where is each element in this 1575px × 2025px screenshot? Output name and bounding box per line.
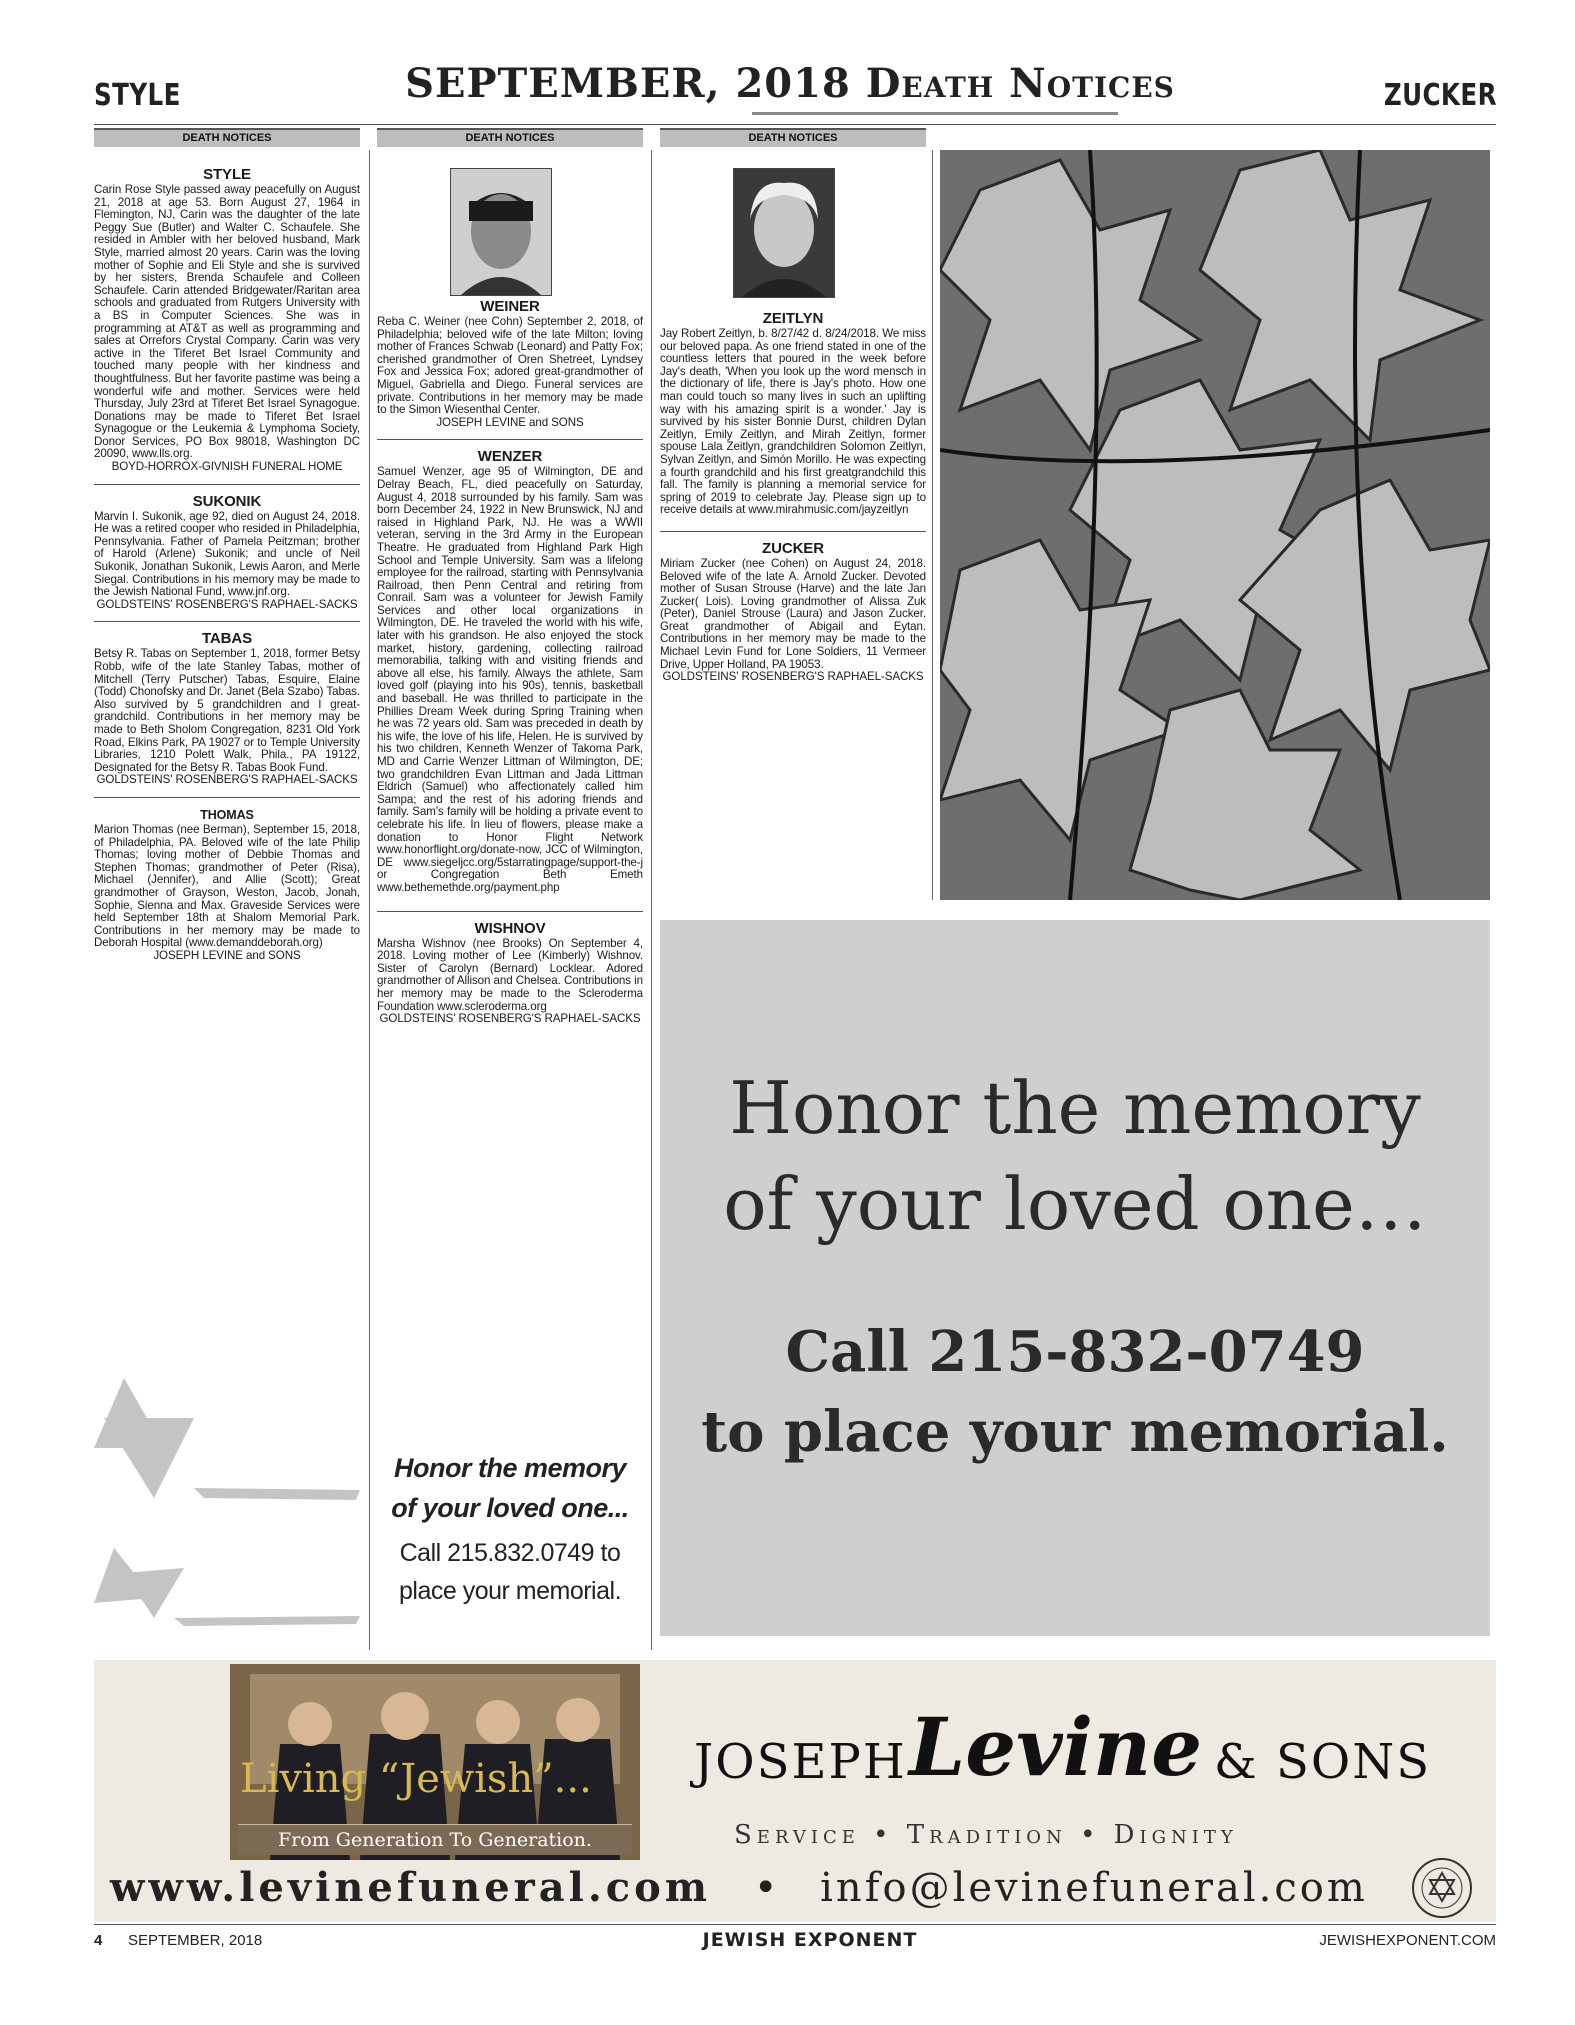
divider <box>94 797 360 798</box>
page-title <box>380 60 1200 107</box>
big-ad-line3: Call 215-832-0749 <box>785 1319 1365 1385</box>
notice-zeitlyn <box>660 310 926 517</box>
column-rule-1 <box>369 150 370 1650</box>
contact-bullet: • <box>753 1865 778 1911</box>
column-3 <box>660 310 926 684</box>
page-title-date: SEPTEMBER, 2018 <box>405 60 866 107</box>
star-bar <box>194 1488 360 1500</box>
column-1 <box>94 166 360 962</box>
divider <box>94 621 360 622</box>
notice-wenzer <box>377 448 643 894</box>
notice-style <box>94 166 360 474</box>
notice-name: WISHNOV <box>474 919 546 937</box>
funeral-home: JOSEPH LEVINE and SONS <box>436 415 584 429</box>
notice-weiner <box>377 298 643 429</box>
small-ad-line4: place your memorial. <box>398 1577 622 1605</box>
header-rule <box>94 124 1496 125</box>
header-left-name: STYLE <box>94 78 181 113</box>
funeral-home: GOLDSTEINS' ROSENBERG'S RAPHAEL-SACKS <box>662 670 924 684</box>
publication-site[interactable]: JEWISHEXPONENT.COM <box>1319 1932 1496 1949</box>
column-head-3: DEATH NOTICES <box>660 128 926 147</box>
notice-name: ZUCKER <box>762 539 824 557</box>
footer-date: SEPTEMBER, 2018 <box>128 1932 263 1949</box>
brand-sons: & SONS <box>1214 1734 1432 1790</box>
notice-sukonik <box>94 493 360 612</box>
notice-text: Marsha Wishnov (nee Brooks) On September 4, 2018. Loving mother of Lee (Kimberly) Wishnov. Sister of Carolyn (Bernard) Locklear. Adored grandmother of Allison and Chelsea. Contributions in her memory may be made to the Scleroderma Foundation www.scleroderma.org <box>377 936 643 1013</box>
notice-text: Marvin I. Sukonik, age 92, died on August 24, 2018. He was a retired cooper who resided in Philadelphia, Pennsylvania. Father of Pamela Peitzman; brother of Harold (Arlene) Sukonik; and uncle of Neil Sukonik, Jonathan Sukonik, Lewis Aaron, and Merle Siegal. Contributions in his memory may be made to the Jewish National Fund, www.jnf.org. <box>94 509 360 599</box>
small-ad-line2: of your loved one... <box>391 1493 629 1523</box>
page-title-section: Death Notices <box>865 60 1175 107</box>
large-memorial-ad <box>660 920 1490 1636</box>
divider <box>377 439 643 440</box>
levine-slogan-2: From Generation To Generation. <box>238 1824 632 1855</box>
notice-text: Jay Robert Zeitlyn, b. 8/27/42 d. 8/24/2018. We miss our beloved papa. As one friend stated in one of the countless letters that poured in the week before Jay's death, 'When you look up the word mensch in the dictionary of life, there is Jay's photo. How one man could touch so many lives in such an uplifting way with his amazing spirit is a wonder.' Jay is survived by his sister Bonnie Durst, children Dylan Zeitlyn, Emily Zeitlyn, and Mirah Zeitlyn, former spouse Lala Zeitlyn, grandchildren Solomon Zeitlyn, Sylvan Zeitlyn, and Simón Morillo. He was expecting a fourth grandchild and his first greatgrandchild this fall. The family is planning a memorial service for spring of 2019 to celebrate Jay. Please sign up to receive details at www.mirahmusic.com/jayzeitlyn <box>660 327 926 517</box>
divider <box>660 531 926 532</box>
notice-name: WENZER <box>477 448 543 466</box>
weiner-photo <box>450 168 552 296</box>
big-ad-line4: to place your memorial. <box>701 1399 1449 1465</box>
page-number: 4 <box>94 1932 103 1949</box>
levine-slogan-1: Living “Jewish”... <box>240 1756 592 1802</box>
footer-rule <box>94 1924 1496 1925</box>
maple-leaves-photo <box>940 150 1490 900</box>
notice-name: TABAS <box>201 630 253 648</box>
levine-family-photo <box>230 1664 640 1860</box>
notice-text: Samuel Wenzer, age 95 of Wilmington, DE and Delray Beach, FL, died peacefully on Saturday, August 4, 2018 surrounded by his family. Sam was born December 24, 1922 in New Brunswick, NJ and raised in Highland Park, NJ. He was a WWII veteran, serving in the 3rd Army in the European Theatre. He graduated from Highland Park High School and Temple University. Sam was a lifelong employee for the railroad, starting with Pennsylvania Railroad, then Penn Central and retiring from Conrail. Sam was a volunteer for Jewish Family Services and other local organizations in Wilmington, DE. He traveled the world with his wife, later with his grandson. He also enjoyed the stock market, history, gardening, collecting railroad memorabilia, talking with and visiting friends and above all else, his family. Always the athlete, Sam loved golf (playing into his 90s), tennis, basketball and baseball. He was thrilled to participate in the Phillies Dream Week during Spring Training when he was 72 years old. Sam was preceded in death by his wife, the love of his life, Helen. He is survived by his two children, Kenneth Wenzer of Takoma Park, MD and Carrie Wenzer Littman of Wilmington, DE; two grandchildren Evan Littman and Jada Littman Eldrich (Samuel) who affectionately called him Sampa; and the rest of his adoring friends and family. Sam's family will be holding a private event to celebrate his life. In lieu of flowers, please make a donation to Honor Flight Network www.honorflight.org/donate-now, JCC of Wilmington, DE www.siegeljcc.org/5starratingpage/support-the-j or Congregation Beth Emeth www.bethemethde.org/payment.php <box>377 465 643 894</box>
column-rule-2 <box>651 150 652 1650</box>
small-memorial-ad <box>377 1448 643 1610</box>
levine-website[interactable]: www.levinefuneral.com <box>110 1864 712 1911</box>
small-ad-line1: Honor the memory <box>393 1453 627 1483</box>
column-2 <box>377 298 643 1026</box>
column-head-1: DEATH NOTICES <box>94 128 360 147</box>
small-ad-line3: Call 215.832.0749 to <box>399 1539 621 1567</box>
notice-text: Miriam Zucker (nee Cohen) on August 24, 2018. Beloved wife of the late A. Arnold Zucker. Devoted mother of Susan Strouse (Harve) and the late Jan Zucker( Lois). Loving grandmother of Alissa Zuk (Peter), Daniel Strouse (Laura) and Jason Zucker. Great grandmother of Abigail and Eytan. Contributions in her memory may be made to the Michael Levin Fund for Lone Soldiers, 11 Vermeer Drive, Upper Holland, PA 19053. <box>660 556 926 671</box>
star-bar-2 <box>174 1616 360 1626</box>
notice-name: ZEITLYN <box>762 310 824 327</box>
divider <box>94 484 360 485</box>
brand-levine-script: Levine <box>909 1700 1203 1794</box>
notice-text: Reba C. Weiner (nee Cohn) September 2, 2018, of Philadelphia; beloved wife of the late Milton; loving mother of Frances Schwab (Leonard) and Patty Fox; cherished grandmother of Oren Shetreet, Lyndsey Fox and Jessica Fox; adored great-grandmother of Miguel, Gabriella and Diego. Funeral services are private. Contributions in her memory may be made to the Simon Wiesenthal Center. <box>377 315 643 417</box>
levine-brand <box>694 1700 1454 1826</box>
levine-tagline: Service • Tradition • Dignity <box>734 1820 1238 1850</box>
column-rule-3 <box>932 150 933 900</box>
levine-email[interactable]: info@levinefuneral.com <box>820 1865 1368 1911</box>
title-underline <box>752 112 1118 115</box>
column-head-2: DEATH NOTICES <box>377 128 643 147</box>
funeral-home: GOLDSTEINS' ROSENBERG'S RAPHAEL-SACKS <box>96 773 358 787</box>
divider <box>377 911 643 912</box>
big-ad-line1: Honor the memory <box>729 1066 1421 1150</box>
notice-wishnov <box>377 920 643 1026</box>
star-of-david-decoration <box>94 1378 360 1638</box>
star-triangle-down <box>104 1418 194 1498</box>
funeral-home: JOSEPH LEVINE and SONS <box>153 948 301 962</box>
funeral-association-seal-icon <box>1410 1856 1474 1920</box>
notice-thomas <box>94 806 360 963</box>
funeral-home: BOYD-HORROX-GIVNISH FUNERAL HOME <box>111 460 343 474</box>
big-ad-line2: of your loved one… <box>723 1162 1427 1246</box>
notice-text: Marion Thomas (nee Berman), September 15, 2018, of Philadelphia, PA. Beloved wife of the late Philip Thomas; loving mother of Debbie Thomas and Stephen Thomas; grandmother of Peter (Risa), Michael (Jennifer), and Allie (Scott); Great grandmother of Grayson, Weston, Jacob, Jonah, Sophie, Sienna and Max. Graveside Services were held September 18th at Shalom Memorial Park. Contributions in her memory may be made to Deborah Hospital (www.demanddeborah.org) <box>94 822 360 950</box>
zeitlyn-photo <box>733 168 835 298</box>
publication-name: JEWISH EXPONENT <box>702 1929 918 1951</box>
notice-zucker <box>660 540 926 684</box>
notice-tabas <box>94 630 360 787</box>
header-right-name: ZUCKER <box>1383 78 1497 113</box>
notice-text: Betsy R. Tabas on September 1, 2018, former Betsy Robb, wife of the late Stanley Tabas, mother of Mitchell (Terry Putscher) Tabas, Esquire, Elaine (Todd) Chonofsky and Dr. Janet (Bela Szabo) Tabas. Also survived by 5 grandchildren and I great-grandchild. Contributions in her memory may be made to Beth Sholom Congregation, 8231 Old York Road, Elkins Park, PA 19027 or to Temple University Libraries, 1210 Polett Walk, Phila., PA 19122, Designated for the Betsy R. Tabas Book Fund. <box>94 647 360 774</box>
brand-joseph: JOSEPH <box>694 1734 907 1790</box>
funeral-home: GOLDSTEINS' ROSENBERG'S RAPHAEL-SACKS <box>379 1012 641 1026</box>
levine-funeral-ad <box>94 1660 1496 1922</box>
notice-name: THOMAS <box>200 807 254 822</box>
funeral-home: GOLDSTEINS' ROSENBERG'S RAPHAEL-SACKS <box>96 597 358 611</box>
notice-name: STYLE <box>203 166 251 183</box>
levine-contact-line <box>110 1864 1400 1911</box>
notice-name: SUKONIK <box>192 492 262 510</box>
notice-text: Carin Rose Style passed away peacefully on August 21, 2018 at age 53. Born August 27, 1964 in Flemington, NJ, Carin was the daughter of the late Peggy Sue (Butler) and Walter C. Schaufele. She resided in Ambler with her beloved husband, Mark Style, married almost 20 years. Carin was the loving mother of Sophie and Eli Style and she is survived by her sisters, Brenda Schaufele and Colleen Schaufele. Carin attended Bridgewater/Raritan area schools and graduated from Rutgers University with a BS in Computer Sciences. She was in programming at AT&T as well as programming and sales at Orrefors Crystal Company. Carin was very active in the Tiferet Bet Israel Community and touched many people with her kindness and thoughtfulness. But her favorite pastime was being a wonderful wife and mother. Services were held Thursday, July 23rd at Tiferet Bet Israel Synagogue. Donations may be made to Tiferet Bet Israel Synagogue or the Leukemia & Lymphoma Society, Donor Services, PO Box 98018, Washington DC 20090, www.lls.org. <box>94 183 360 461</box>
notice-name: WEINER <box>480 298 540 315</box>
